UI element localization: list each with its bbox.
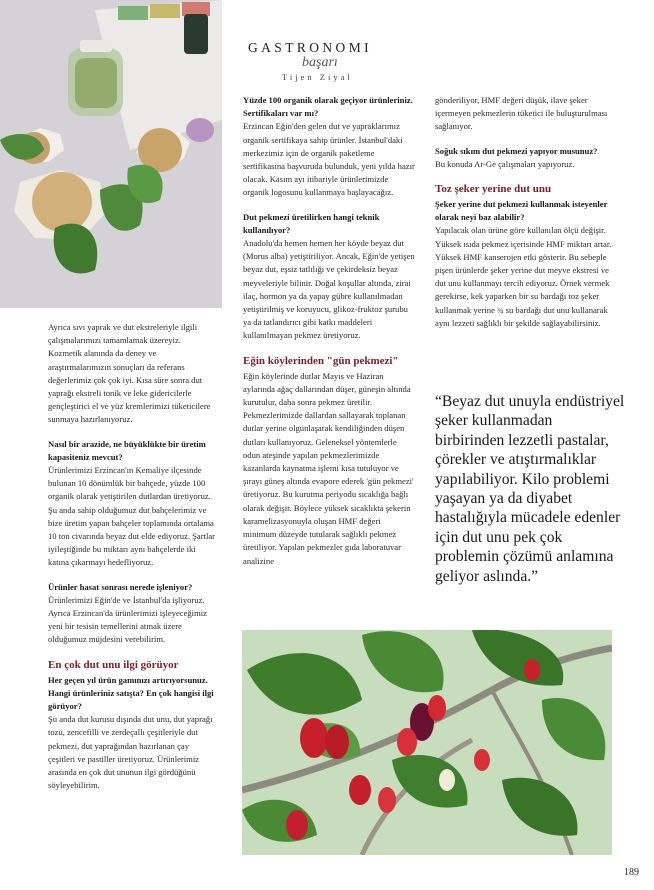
question: Dut pekmezi üretilirken hangi teknik kullanılıyor? [243, 211, 380, 235]
answer: Eğin köylerinde dutlar Mayıs ve Haziran aylarında ağaç dallarından düşer, güneşin altında kurutulur, daha sonra pekmez üretilir. Pekmezlerimizde dallardan sallayarak toplanan dutlar yerine olgunlaşarak kendiliğinden düşen dutları kullanıyoruz. Geleneksel yöntemlerle odun ateşinde yapılan pekmezlerimizde kazanlarda kaynatma işlemi kısa tutuluyor ve şırayı güneş altında evapore ederek 'gün pekmezi' üretiyoruz. Bu kurutma periyodu sıcaklığa bağlı olarak değişir. Böylece yüksek sıcaklıkta şekerin karamelizasyonuyla oluşan HMF değeri minimum düzeyde tutularak sağlıklı pekmez üretiliyor. Yapılan pekmezler gıda laboratuvar analizine [243, 370, 414, 566]
intro-paragraph: Ayrıca sıvı yaprak ve dut ekstreleriyle ilgili çalışmalarımızı tamamlamak üzereyiz. Kozmetik alanında da deney ve araştırmalarımızın sonuçları da referans değerlerimiz çok çok iyi. Kısa süre sonra dut yaprağı ekstreli tonik ve leke gidericilerle gençleştirici el ve yüz kremlerimizi tüketicilere sunmaya hazırlanıyoruz. [48, 322, 211, 425]
question: Yüzde 100 organik olarak geçiyor ürünleriniz. Sertifikaları var mı? [243, 95, 413, 119]
page-number: 189 [624, 867, 639, 878]
answer: Ürünlerimizi Eğin'de ve İstanbul'da işliyoruz. Ayrıca Erzincan'da ürünlerimizi işleyeceğimiz yeni bir tesisin temellerini atmak üzere olduğumuz müjdesini verebilirim. [48, 594, 207, 645]
column-1 [48, 321, 216, 804]
answer: Şu anda dut kurusu dışında dut unu, dut yaprağı tozu, zencefilli ve zerdeçallı çeşitleriyle dut pekmezi, dut yaprağından hazırlanan çay çeşitleri ve pastiller üretiyoruz. Ürünlerimiz arasında en çok dut ununun ilgi gördüğünü söyleyebilirim. [48, 714, 213, 791]
answer: Yapılacak olan ürüne göre kullanılan ölçü değişir. Yüksek ısıda pekmez içerisinde HMF miktarı artar. Yüksek HMF kanserojen etki gösterir. Bu sebeple pişen ürünlerde şeker yerine dut meyve ekstresi ve dut unu kullanmayı tercih ediyoruz. Örnek vermek gerekirse, kek yaparken bir su bardağı toz şeker kullanmak yerine ¾ su bardağı dut unu kullanarak aynı lezzeti sağlıklı bir şekilde sağlayabilirsiniz. [435, 225, 612, 328]
section-heading: En çok dut unu ilgi görüyor [48, 658, 179, 671]
question: Şeker yerine dut pekmezi kullanmak isteyenler olarak neyi baz alabilir? [435, 199, 608, 223]
section-heading: Eğin köylerinden "gün pekmezi" [243, 354, 399, 367]
answer: gönderiliyor, HMF değeri düşük, ilave şeker içermeyen pekmezlerin tüketici ile buluşturulması sağlanıyor. [435, 95, 608, 132]
answer: Bu konuda Ar-Ge çalışmaları yapıyoruz. [435, 158, 575, 169]
pull-quote: “Beyaz dut unuyla endüstriyel şeker kullanmadan birbirinden lezzetli pastalar, çörekler ve atıştırmalıklar yapılabiliyor. Kilo problemi yaşayan ya da diyabet hastalığıyla mücadele edenler için dut unu pek çok problemin çözümü anlamına geliyor aslında.” [435, 393, 625, 585]
question: Ürünler hasat sonrası nerede işleniyor? [48, 581, 193, 592]
question: Soğuk sıkım dut pekmezi yapıyor musunuz? [435, 145, 598, 156]
photo-mulberry-branch [242, 630, 612, 855]
answer: Ürünlerimizi Erzincan'ın Kemaliye ilçesinde bulunan 10 dönümlük bir bahçede, yüzde 100 organik olarak yetiştirilen dutlardan üretiyoruz. Şu anda sahip olduğumuz dut bahçelerimiz ve bize üretim yapan bahçeler toplamında ortalama 10 ton civarında beyaz dut elde ediyoruz. Şartlar iyileştiğinde bu miktarı aynı bahçelerde iki katına çıkarmayı hedefliyoruz. [48, 465, 216, 568]
column-2 [243, 94, 415, 579]
photo-food-table [0, 0, 222, 308]
signature: başarı [302, 55, 338, 70]
question: Her geçen yıl ürün gamınızı artırıyorsunuz. Hangi ürünleriniz satışta? En çok hangisi ilgi görüyor? [48, 674, 214, 712]
answer: Erzincan Eğin'den gelen dut ve yapraklarımız organik sertifikaya sahip ürünler. İstanbul'daki merkezimiz için de organik paketleme sertifikasına başvuruda bulunduk, yeni yılda hazır olacak. Kasım ayı itibariyle ürünlerimizde organik logosunu kullanmaya başlayacağız. [243, 121, 415, 198]
section-title: GASTRONOMI [248, 40, 373, 55]
author-name: Tijen Ziyal [282, 72, 353, 82]
question: Nasıl bir arazide, ne büyüklükte bir üretim kapasiteniz mevcut? [48, 438, 206, 462]
section-heading: Toz şeker yerine dut unu [435, 183, 552, 196]
column-3 [435, 94, 613, 341]
answer: Anadolu'da hemen hemen her köyde beyaz dut (Morus alba) yetiştiriliyor. Ancak, Eğin'de yetişen beyaz dut, eşsiz tatlılığı ve çekirdeksiz beyaz meyveleriyle bilinir. Doğal koşullar altında, zirai ilaç, hormon ya da yapay gübre kullanılmadan yetiştirilmiş ve koruyucu, glikoz-fruktoz şurubu ya da tatlandırıcı gibi katkı maddeleri kullanılmayan pekmez üretiyoruz. [243, 238, 415, 341]
